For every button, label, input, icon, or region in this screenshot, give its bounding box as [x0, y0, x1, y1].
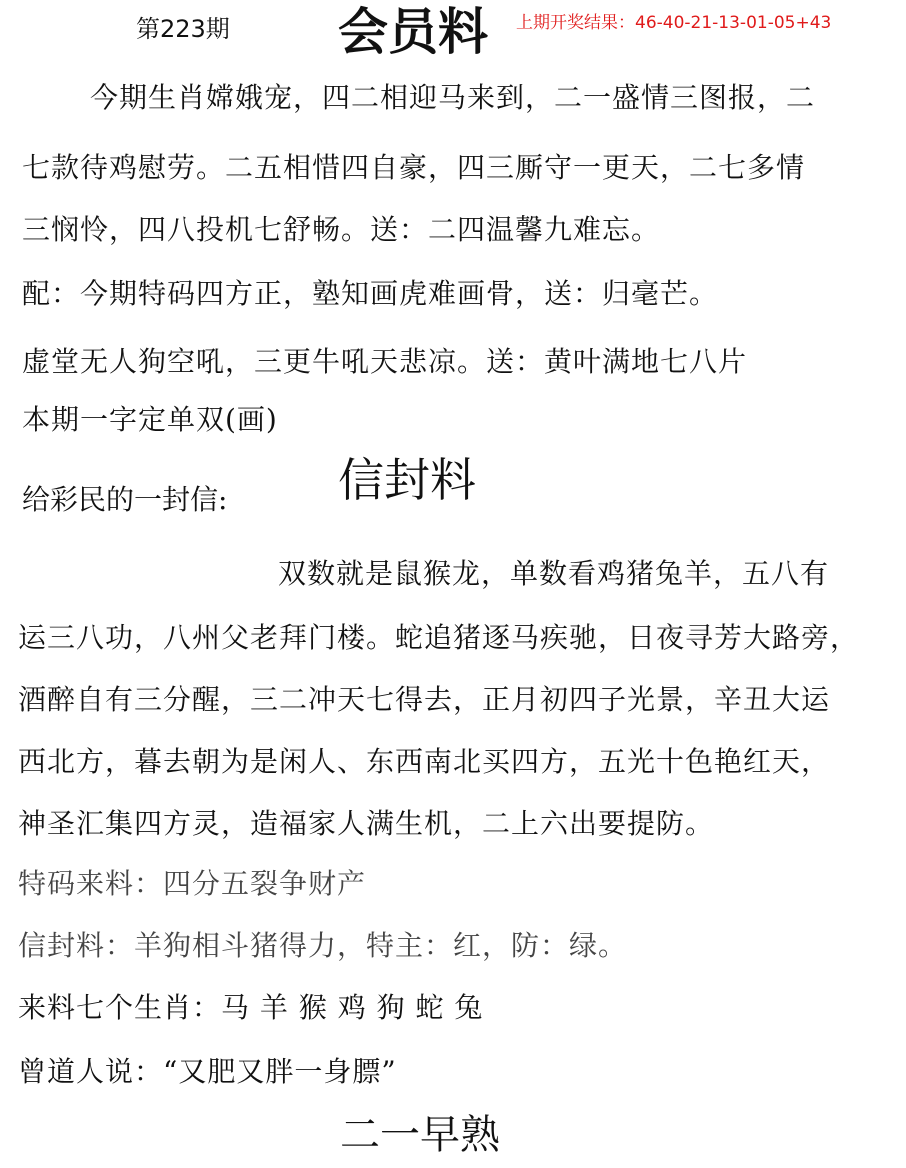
- special-number-tip: 特码来料：四分五裂争财产: [18, 867, 367, 900]
- page-title: 会员料: [338, 2, 488, 61]
- envelope-tip: 信封料：羊狗相斗猪得力，特主：红，防：绿。: [18, 929, 628, 962]
- footer-title: 二一早熟: [340, 1112, 500, 1158]
- seven-zodiacs-tip: 来料七个生肖：马 羊 猴 鸡 狗 蛇 兔: [18, 991, 484, 1024]
- letter-intro: 给彩民的一封信:: [22, 483, 228, 516]
- section-title-letter: 信封料: [338, 453, 476, 507]
- member-poem-line-1: 今期生肖嫦娥宠，四二相迎马来到，二一盛情三图报，二: [90, 81, 816, 114]
- member-poem-line-2: 七款待鸡慰劳。二五相惜四自豪，四三厮守一更天，二七多情: [22, 151, 806, 184]
- letter-line-1: 双数就是鼠猴龙，单数看鸡猪兔羊，五八有: [278, 557, 830, 590]
- taoist-saying: 曾道人说：“又肥又胖一身膘”: [18, 1055, 397, 1088]
- letter-line-3: 酒醉自有三分醒，三二冲天七得去，正月初四子光景，辛丑大运: [18, 683, 831, 716]
- last-draw-result: 上期开奖结果：46-40-21-13-01-05+43: [516, 13, 832, 33]
- letter-line-5: 神圣汇集四方灵，造福家人满生机，二上六出要提防。: [18, 807, 715, 840]
- issue-number: 第223期: [136, 15, 230, 43]
- member-poem-line-3: 三悯怜，四八投机七舒畅。送：二四温馨九难忘。: [22, 213, 661, 246]
- letter-line-2: 运三八功，八州父老拜门楼。蛇追猪逐马疾驰，日夜寻芳大路旁，: [18, 621, 860, 654]
- letter-line-4: 西北方，暮去朝为是闲人、东西南北买四方，五光十色艳红天，: [18, 745, 831, 778]
- member-poem-line-5: 虚堂无人狗空吼，三更牛吼天悲凉。送：黄叶满地七八片: [22, 345, 748, 378]
- single-double-tip: 本期一字定单双(画): [22, 403, 278, 436]
- member-poem-line-4: 配：今期特码四方正，塾知画虎难画骨，送：归毫芒。: [22, 277, 719, 310]
